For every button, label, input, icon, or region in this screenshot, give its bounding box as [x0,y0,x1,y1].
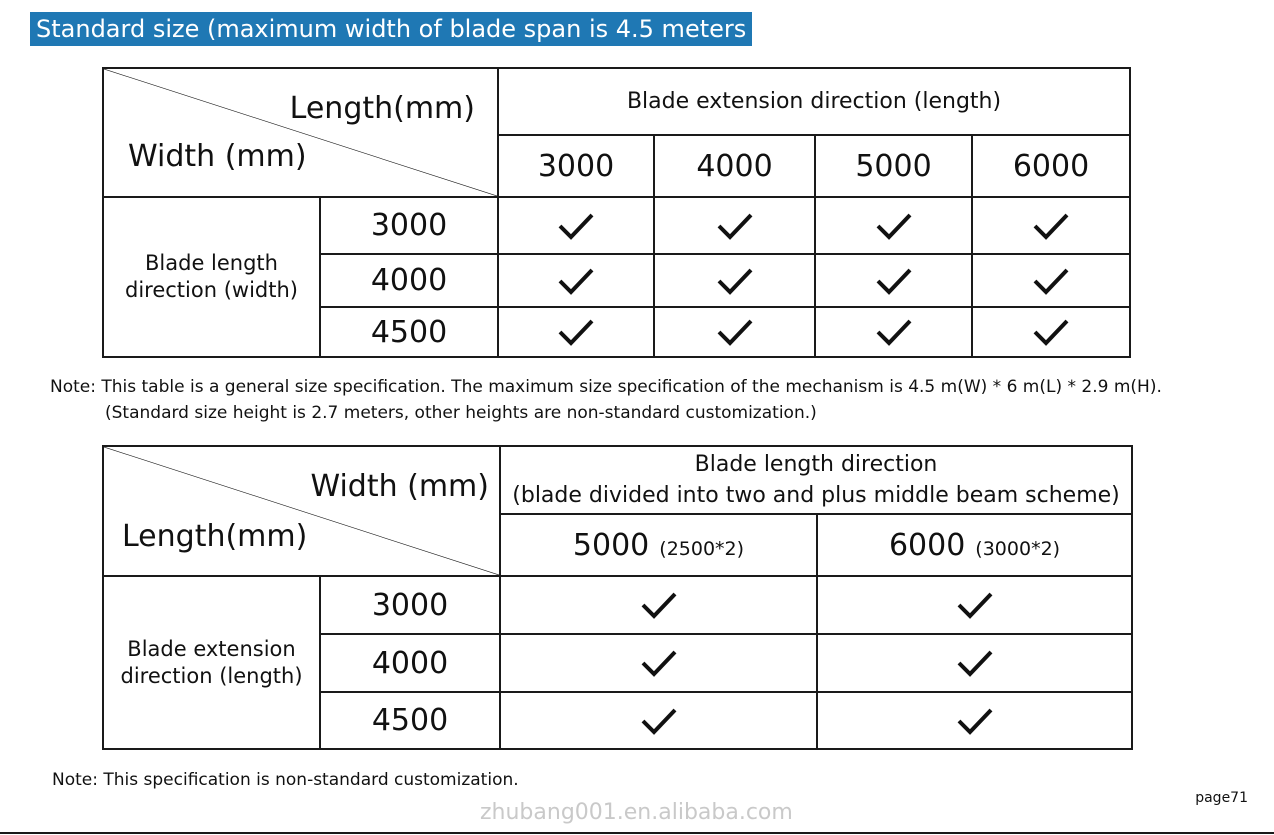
diagonal-line [104,69,497,196]
corner-top-label: Length(mm) [289,91,475,126]
corner-top-label: Width (mm) [310,469,489,504]
note-line: Note: This table is a general size specification. The maximum size specification of the mechanism is 4.5 m(W) * 6 m(L) * 2.9 m(H). [50,377,1162,397]
check-icon [817,634,1132,692]
check-icon [972,307,1130,357]
row-header: 3000 [320,197,498,254]
column-header: 3000 [498,135,654,197]
row-header: 3000 [320,576,500,634]
page-title-banner: Standard size (maximum width of blade span is 4.5 meters [30,12,752,46]
check-icon [500,576,817,634]
column-group-title: Blade length direction [694,452,938,477]
column-header: 5000 [815,135,972,197]
check-icon [815,197,972,254]
check-icon [500,692,817,749]
column-header: 4000 [654,135,815,197]
check-icon [654,254,815,307]
corner-header-cell [103,446,500,576]
column-header [817,514,1132,576]
corner-bottom-label: Length(mm) [122,519,308,554]
divider [0,832,1274,834]
column-subvalue: (3000*2) [975,537,1061,560]
row-header: 4500 [320,692,500,749]
column-group-header [500,446,1132,514]
size-table-standard [102,67,1131,358]
column-value: 5000 [572,527,650,563]
corner-bottom-label: Width (mm) [128,139,307,174]
column-value: 6000 [888,527,966,563]
corner-header-cell [103,68,498,197]
check-icon [817,576,1132,634]
check-icon [500,634,817,692]
column-group-subtitle: (blade divided into two and plus middle beam scheme) [512,483,1120,508]
check-icon [498,197,654,254]
row-header: 4000 [320,254,498,307]
check-icon [498,307,654,357]
row-group-header: Blade extension direction (length) [103,576,320,749]
check-icon [654,307,815,357]
column-subvalue: (2500*2) [659,537,745,560]
check-icon [972,197,1130,254]
column-header: 6000 [972,135,1130,197]
note-line: (Standard size height is 2.7 meters, other heights are non-standard customization.) [105,403,817,423]
check-icon [817,692,1132,749]
note-line: Note: This specification is non-standard customization. [52,770,519,790]
row-group-header: Blade length direction (width) [103,197,320,357]
check-icon [498,254,654,307]
size-table-custom [102,445,1133,750]
check-icon [654,197,815,254]
row-header: 4000 [320,634,500,692]
check-icon [815,307,972,357]
column-header [500,514,817,576]
column-group-header: Blade extension direction (length) [498,68,1130,135]
check-icon [815,254,972,307]
row-header: 4500 [320,307,498,357]
check-icon [972,254,1130,307]
watermark: zhubang001.en.alibaba.com [480,800,793,825]
diagonal-line [104,447,499,575]
page-number: page71 [1195,790,1248,806]
